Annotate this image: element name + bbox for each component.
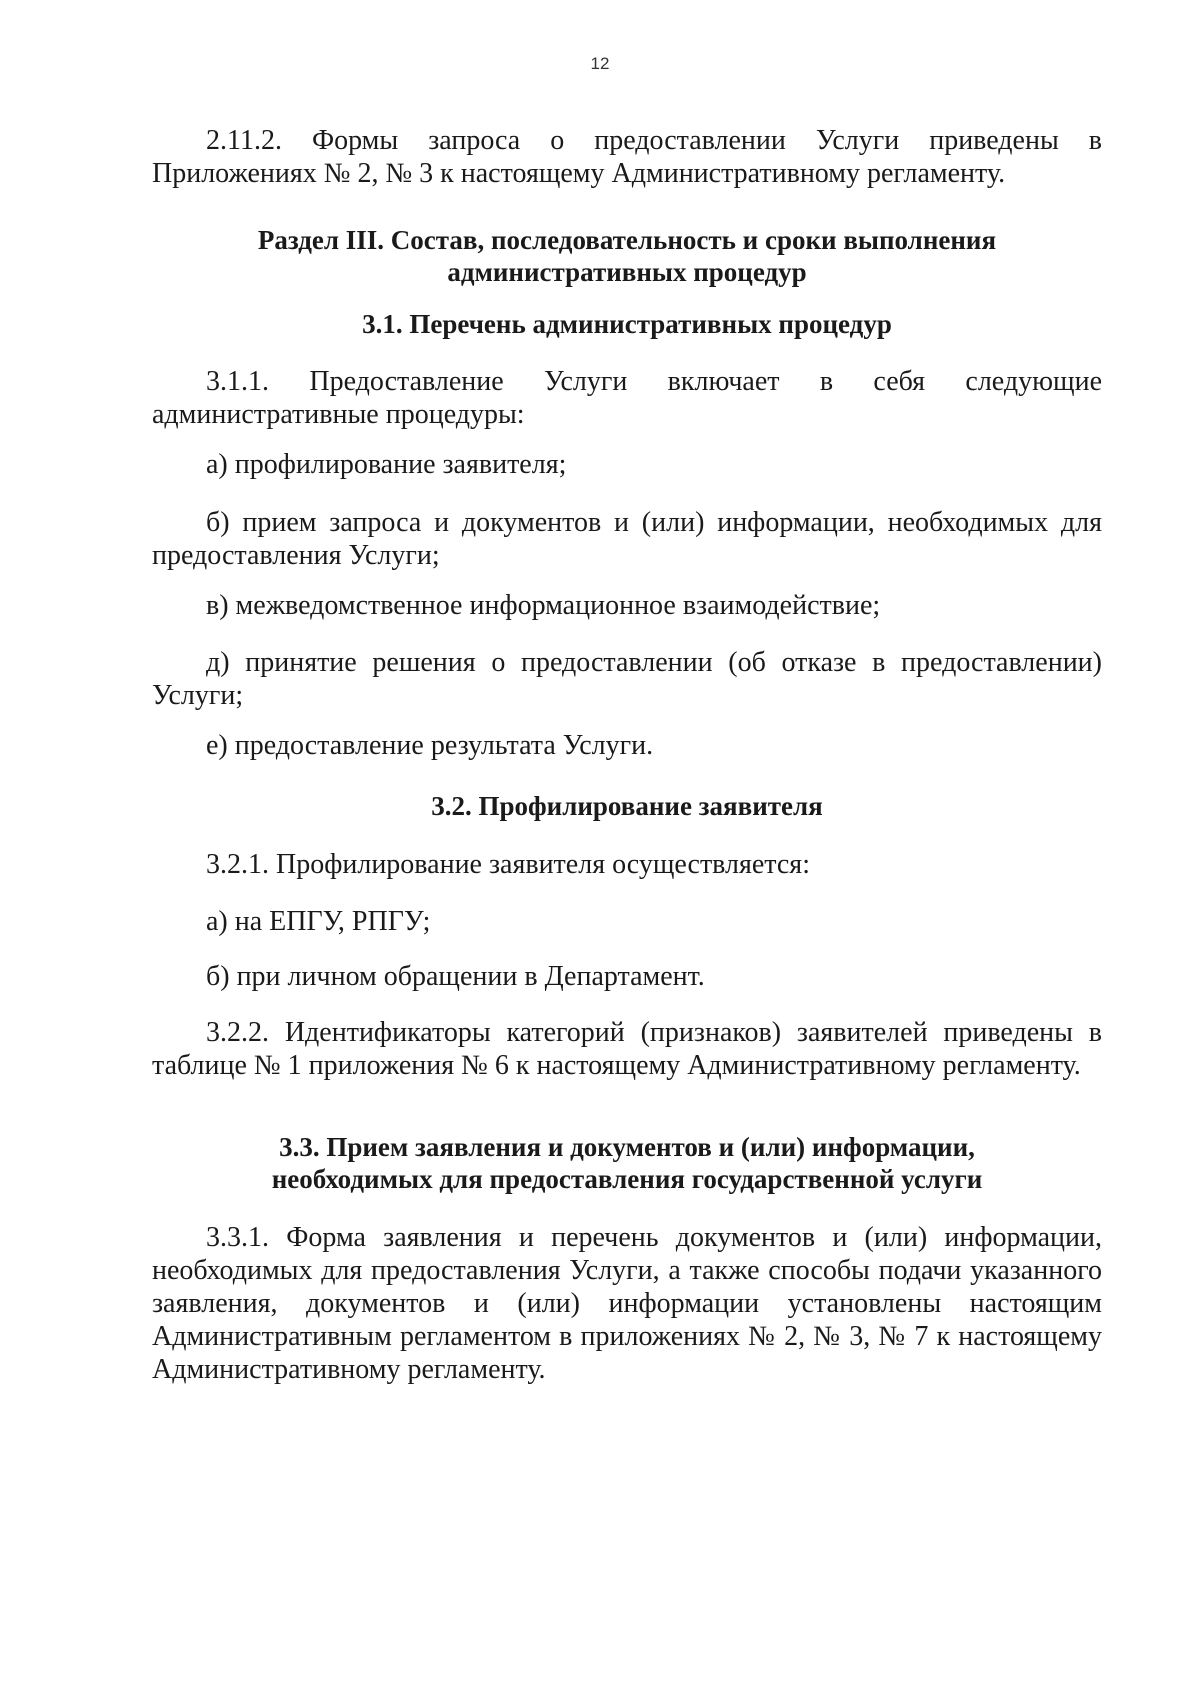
heading-3-1: 3.1. Перечень административных процедур [362, 309, 892, 339]
list-item-b: б) прием запроса и документов и (или) информации, необходимых для предоставления Услуги; [152, 507, 1102, 571]
list-item-v: в) межведомственное информационное взаимодействие; [206, 590, 881, 621]
heading-3-3-line-1: 3.3. Прием заявления и документов и (или) информации, [279, 1132, 975, 1162]
section-3-heading [152, 224, 1102, 288]
list-item-e: е) предоставление результата Услуги. [206, 730, 654, 761]
list-item-a: а) профилирование заявителя; [206, 449, 567, 480]
heading-3-2: 3.2. Профилирование заявителя [431, 791, 823, 821]
page-number: 12 [590, 54, 610, 73]
list-item-3-2-a: а) на ЕПГУ, РПГУ; [206, 906, 431, 937]
paragraph-3-1-1: 3.1.1. Предоставление Услуги включает в себя следующие административные процедуры: [152, 366, 1102, 430]
paragraph-3-3-1: 3.3.1. Форма заявления и перечень документов и (или) информации, необходимых для предоставления Услуги, а также способы подачи указанного заявления, документов и (или) информации установлены настоящим Административным регламентом в приложениях № 2, № 3, № 7 к настоящему Административному регламенту. [152, 1222, 1102, 1385]
list-item-d: д) принятие решения о предоставлении (об отказе в предоставлении) Услуги; [152, 647, 1102, 711]
paragraph-3-2-1: 3.2.1. Профилирование заявителя осуществляется: [206, 849, 810, 880]
paragraph-3-2-2: 3.2.2. Идентификаторы категорий (признаков) заявителей приведены в таблице № 1 приложения № 6 к настоящему Административному регламенту. [152, 1017, 1102, 1081]
section-3-heading-line-1: Раздел III. Состав, последовательность и сроки выполнения [257, 225, 997, 255]
heading-3-3 [152, 1131, 1102, 1195]
section-3-heading-line-2: административных процедур [447, 257, 807, 287]
list-item-3-2-b: б) при личном обращении в Департамент. [206, 961, 705, 992]
heading-3-3-line-2: необходимых для предоставления государственной услуги [271, 1164, 983, 1194]
paragraph-2-11-2: 2.11.2. Формы запроса о предоставлении Услуги приведены в Приложениях № 2, № 3 к настоящему Административному регламенту. [152, 125, 1102, 189]
